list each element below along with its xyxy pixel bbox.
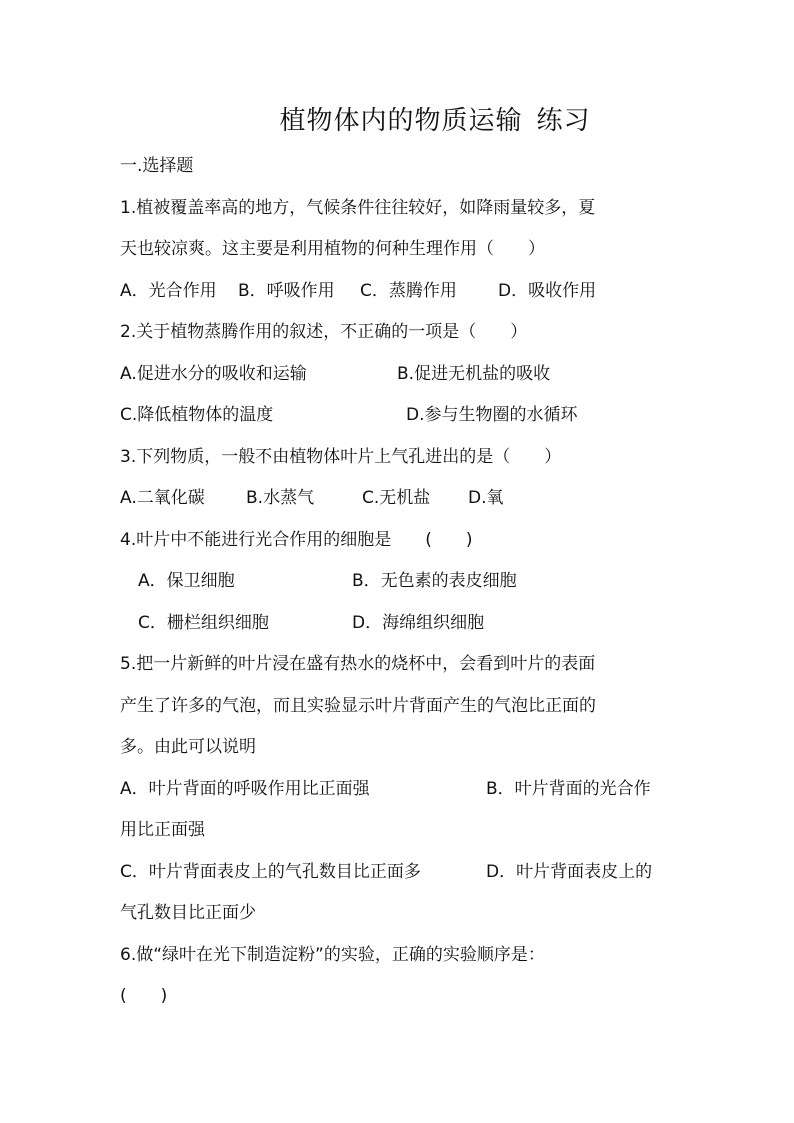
q5-stem-line3: 多。由此可以说明 — [120, 737, 256, 757]
q5-option-b-part2: 用比正面强 — [120, 820, 205, 840]
q6-answer-blank: ( ) — [120, 986, 168, 1006]
q4-stem: 4.叶片中不能进行光合作用的细胞是 ( ) — [120, 529, 473, 550]
q3-option-b: B.水蒸气 — [246, 488, 315, 508]
page-title-sub: 练习 — [536, 106, 591, 136]
q3-option-c: C.无机盐 — [362, 488, 431, 508]
q5-option-c: C．叶片背面表皮上的气孔数目比正面多 — [120, 861, 421, 882]
q3-options — [120, 478, 680, 520]
q3-option-d: D.氧 — [468, 488, 504, 508]
q2-option-c: C.降低植物体的温度 — [120, 405, 274, 425]
q2-option-d: D.参与生物圈的水循环 — [406, 405, 578, 425]
q2-option-b: B.促进无机盐的吸收 — [397, 363, 551, 384]
q4-options-cd — [120, 603, 680, 645]
q5-option-b-part1: B．叶片背面的光合作 — [486, 778, 651, 799]
q5-option-d-part2: 气孔数目比正面少 — [120, 903, 256, 923]
q5-stem-line2: 产生了许多的气泡，而且实验显示叶片背面产生的气泡比正面的 — [120, 695, 596, 716]
q1-options — [120, 271, 680, 313]
q5-option-d-part1: D．叶片背面表皮上的 — [486, 861, 653, 882]
q4-option-a: A．保卫细胞 — [138, 571, 235, 591]
section-heading: 一.选择题 — [120, 156, 194, 176]
q5-option-a: A．叶片背面的呼吸作用比正面强 — [120, 778, 370, 799]
q6-stem-line1: 6.做“绿叶在光下制造淀粉”的实验，正确的实验顺序是： — [120, 944, 545, 965]
page-title — [0, 100, 794, 137]
q4-options-ab — [120, 561, 680, 603]
q5-stem-line1: 5.把一片新鲜的叶片浸在盛有热水的烧杯中，会看到叶片的表面 — [120, 654, 596, 674]
q1-stem-line1: 1.植被覆盖率高的地方，气候条件往往较好，如降雨量较多，夏 — [120, 197, 596, 218]
q1-option-d: D．吸收作用 — [498, 280, 597, 301]
q1-option-b: B．呼吸作用 — [238, 280, 335, 301]
question-list — [120, 146, 680, 1018]
q4-option-d: D．海绵组织细胞 — [352, 612, 485, 633]
q3-stem: 3.下列物质，一般不由植物体叶片上气孔进出的是（ ） — [120, 446, 562, 467]
q2-options-cd — [120, 395, 680, 437]
q1-option-a: A．光合作用 — [120, 280, 217, 301]
q3-option-a: A.二氧化碳 — [120, 488, 205, 508]
q4-option-c: C．栅栏组织细胞 — [138, 612, 269, 633]
q1-stem-line2: 天也较凉爽。这主要是利用植物的何种生理作用（ ） — [120, 239, 545, 259]
q2-options-ab — [120, 354, 680, 396]
q5-options-cd — [120, 852, 680, 894]
q2-option-a: A.促进水分的吸收和运输 — [120, 363, 307, 384]
page-title-main: 植物体内的物质运输 — [279, 106, 523, 136]
q1-option-c: C．蒸腾作用 — [360, 280, 457, 301]
q5-options-ab — [120, 769, 680, 811]
q2-stem: 2.关于植物蒸腾作用的叙述，不正确的一项是（ ） — [120, 322, 528, 342]
q4-option-b: B．无色素的表皮细胞 — [352, 571, 517, 591]
